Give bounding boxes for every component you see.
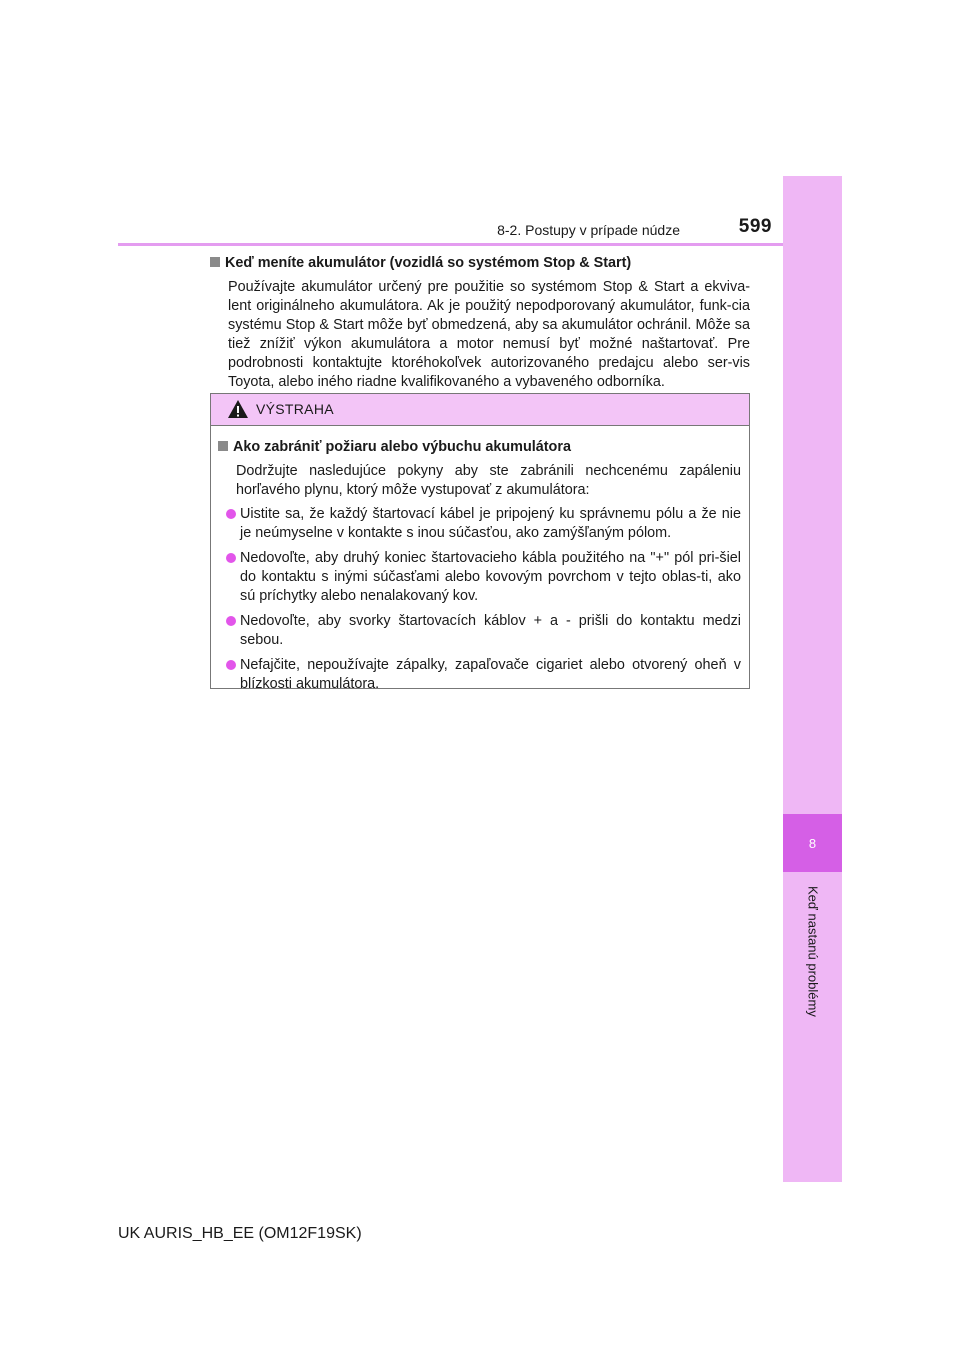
page-number: 599	[738, 216, 772, 237]
list-item-text: Nedovoľte, aby druhý koniec štartovacieho kábla použitého na "+" pól pri-šiel do kontaktu s inými súčasťami alebo kovovým povrchom v tejto oblas-ti, ako sú príchytky alebo nenalakovaný kov.	[240, 550, 741, 604]
list-item	[226, 612, 741, 650]
circle-bullet-icon	[226, 553, 236, 563]
warning-body	[211, 426, 749, 694]
intro-heading-text: Keď meníte akumulátor (vozidlá so systémom Stop & Start)	[225, 255, 632, 271]
list-item-text: Nefajčite, nepoužívajte zápalky, zapaľovače cigariet alebo otvorený oheň v blízkosti akumulátora.	[240, 657, 741, 692]
section-label: 8-2. Postupy v prípade núdze	[497, 222, 680, 238]
warning-intro: Dodržujte nasledujúce pokyny aby ste zabránili nechcenému zapáleniu horľavého plynu, ktorý môže vystupovať z akumulátora:	[236, 463, 741, 498]
warning-triangle-icon	[227, 399, 249, 419]
document-code: UK AURIS_HB_EE (OM12F19SK)	[118, 1225, 362, 1242]
chapter-title: Keď nastanú problémy	[805, 886, 821, 1017]
warning-heading	[218, 438, 741, 457]
list-item	[226, 549, 741, 606]
square-bullet-icon	[210, 257, 220, 267]
intro-paragraph: Používajte akumulátor určený pre použitie so systémom Stop & Start a ekviva-lent originálneho akumulátora. Ak je použitý nepodporovaný akumulátor, funk-cia systému Stop & Start môže byť obmedzená, aby sa akumulátor ochránil. Môže sa tiež znížiť výkon akumulátora a motor nemusí byť možné naštartovať. Pre podrobnosti kontaktujte ktoréhokoľvek autorizovaného predajcu alebo ser-vis Toyota, alebo iného riadne kvalifikovaného a vybaveného odborníka.	[228, 279, 750, 390]
intro-section	[210, 254, 750, 392]
warning-heading-text: Ako zabrániť požiaru alebo výbuchu akumulátora	[233, 439, 571, 455]
intro-heading	[210, 254, 750, 273]
circle-bullet-icon	[226, 660, 236, 670]
list-item	[226, 505, 741, 543]
warning-box	[210, 393, 750, 692]
header-rule	[118, 243, 783, 246]
list-item-text: Nedovoľte, aby svorky štartovacích káblov + a - prišli do kontaktu medzi sebou.	[240, 613, 741, 648]
chapter-side-tab	[783, 176, 842, 1182]
chapter-number: 8	[783, 814, 842, 872]
circle-bullet-icon	[226, 616, 236, 626]
chapter-title-container	[783, 886, 842, 1176]
square-bullet-icon	[218, 441, 228, 451]
circle-bullet-icon	[226, 509, 236, 519]
list-item	[226, 656, 741, 694]
warning-header	[211, 394, 749, 426]
warning-bullet-list	[226, 505, 741, 694]
warning-label: VÝSTRAHA	[256, 401, 334, 417]
list-item-text: Uistite sa, že každý štartovací kábel je pripojený ku správnemu pólu a že nie je neúmyselne v kontakte s inou súčasťou, ako zamýšľaným pólom.	[240, 506, 741, 541]
